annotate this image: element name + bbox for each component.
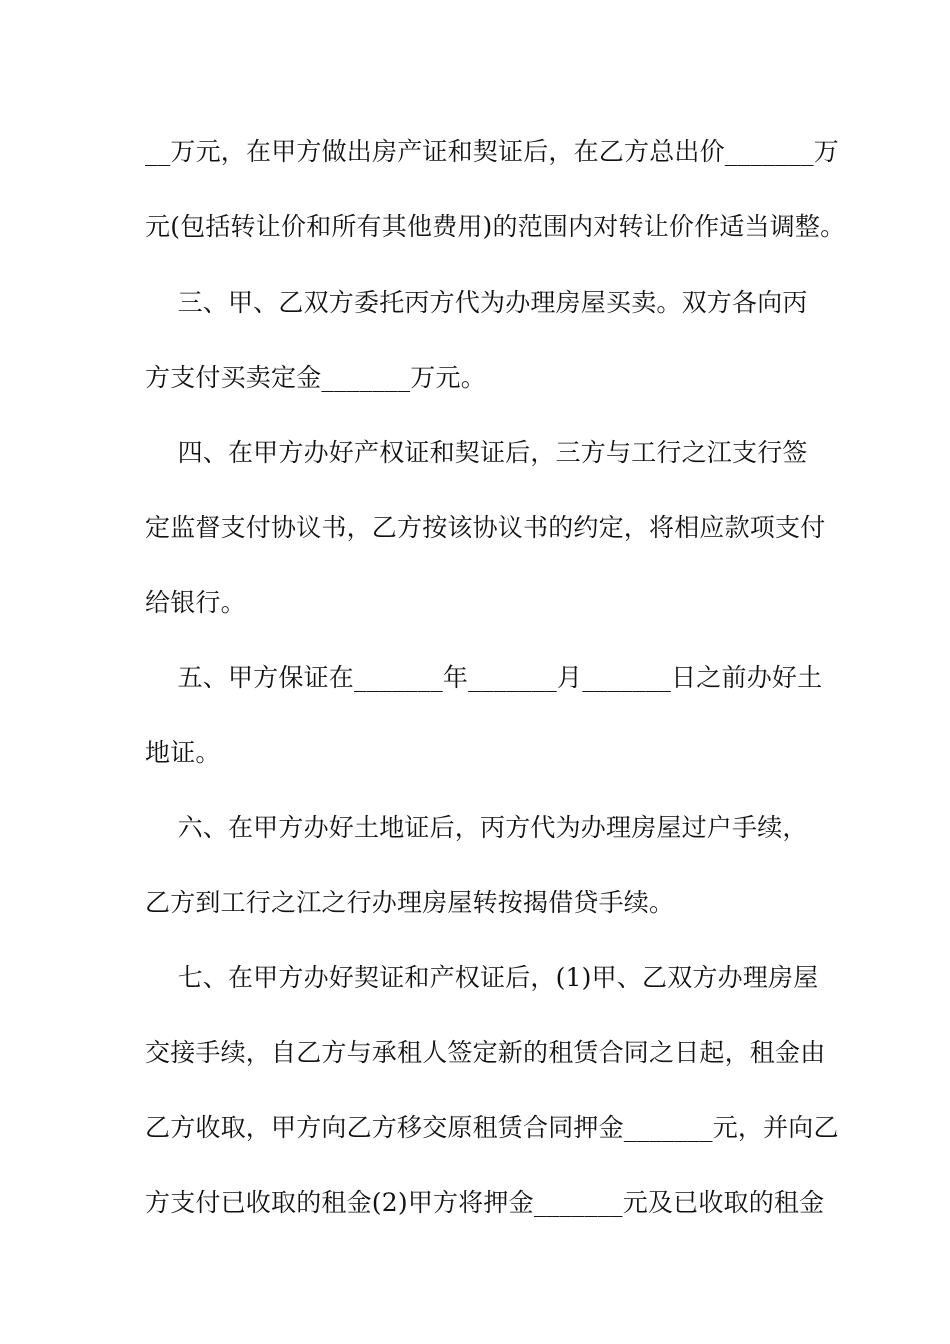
text-line: 元(包括转让价和所有其他费用)的范围内对转让价作适当调整。 — [145, 212, 846, 241]
text-line: 方支付已收取的租金(2)甲方将押金_______元及已收取的租金 — [145, 1188, 825, 1217]
text-line: 六、在甲方办好土地证后，丙方代为办理房屋过户手续， — [145, 813, 808, 842]
text-line: 乙方收取，甲方向乙方移交原租赁合同押金_______元，并向乙 — [145, 1113, 839, 1142]
text-line: 七、在甲方办好契证和产权证后，(1)甲、乙双方办理房屋 — [145, 963, 819, 992]
text-line: 乙方到工行之江之行办理房屋转按揭借贷手续。 — [145, 888, 675, 917]
text-line: 五、甲方保证在_______年_______月_______日之前办好土 — [145, 663, 823, 692]
text-line: 三、甲、乙双方委托丙方代为办理房屋买卖。双方各向丙 — [145, 288, 808, 317]
text-line: 地证。 — [145, 738, 221, 767]
text-line: 交接手续，自乙方与承租人签定新的租赁合同之日起，租金由 — [145, 1038, 826, 1067]
text-line: 方支付买卖定金_______万元。 — [145, 363, 486, 392]
text-line: 定监督支付协议书，乙方按该协议书的约定，将相应款项支付 — [145, 513, 826, 542]
text-line: 四、在甲方办好产权证和契证后，三方与工行之江支行签 — [145, 438, 808, 467]
text-line: 给银行。 — [145, 588, 246, 617]
text-line: __万元，在甲方做出房产证和契证后，在乙方总出价_______万 — [145, 137, 839, 166]
